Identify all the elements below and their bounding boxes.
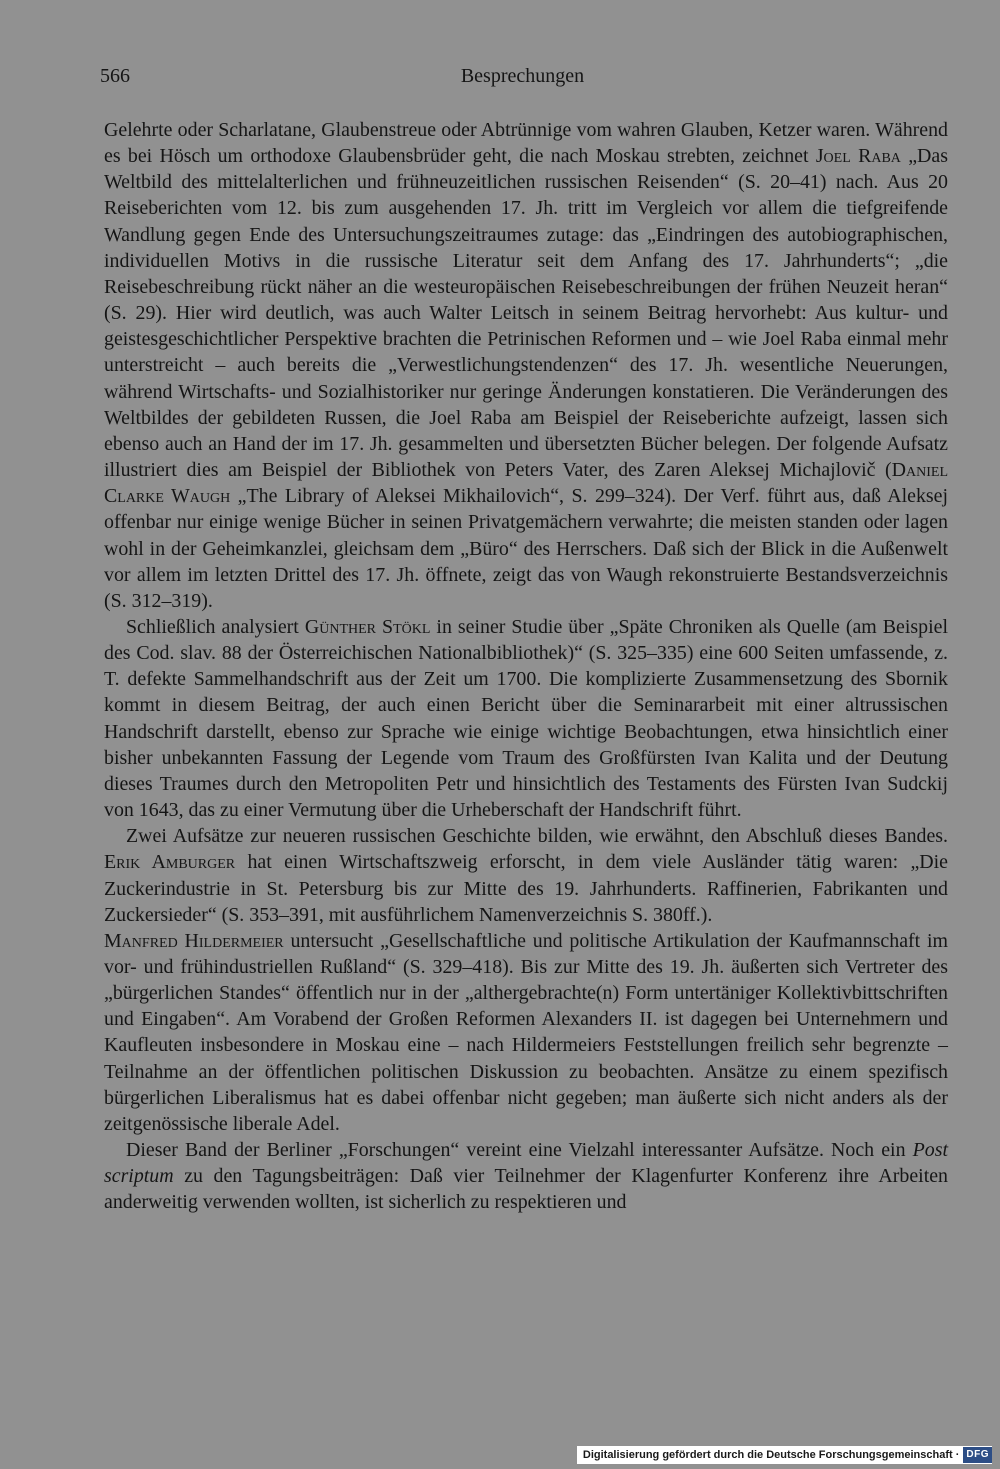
author-name: Joel Raba: [815, 145, 901, 168]
paragraph: [104, 614, 948, 823]
paragraph: [104, 117, 948, 614]
text-run: in seiner Studie über „Späte Chroniken als Quelle (am Beispiel des Cod. slav. 88 der Österreichischen Nationalbibliothek)“ (S. 325–335) eine 600 Seiten umfassende, z. T. defekte Sammelhandschrift aus der Zeit um 1700. Die komplizierte Zusammensetzung des Sbornik kommt in diesem Beitrag, der auch einen Bericht über die Seminararbeit mit einer altrussischen Handschrift darstellt, ebenso zur Sprache wie einige wichtige Beobachtungen, etwa hinsichtlich einer bisher unbekannten Fassung der Legende vom Traum des Großfürsten Ivan Kalita und der Deutung dieses Traumes durch den Metropoliten Petr und hinsichtlich des Testaments des Fürsten Ivan Sudckij von 1643, das zu einer Vermutung über die Urheberschaft der Handschrift führt.: [104, 615, 948, 822]
author-name: Daniel Clarke Waugh: [104, 459, 948, 508]
text-run: Schließlich analysiert: [126, 615, 305, 638]
credit-text: Digitalisierung gefördert durch die Deutsche Forschungsgemeinschaft ·: [582, 1449, 960, 1461]
text-run: „The Library of Aleksei Mikhailovich“, S. 299–324). Der Verf. führt aus, daß Aleksej offenbar nur einige wenige Bücher in seinen Privatgemächern verwahrte; die meisten standen oder lagen wohl in der Geheimkanzlei, gleichsam dem „Büro“ des Herrschers. Daß sich der Blick in die Außenwelt vor allem im letzten Drittel des 17. Jh. öffnete, zeigt das von Waugh rekonstruierte Bestandsverzeichnis (S. 312–319).: [104, 485, 948, 612]
text-run: „Das Weltbild des mittelalterlichen und frühneuzeitlichen russischen Reisenden“ (S. 20–41) nach. Aus 20 Reiseberichten vom 12. bis zum ausgehenden 17. Jh. tritt im Vergleich vor allem die tiefgreifende Wandlung gegen Ende des Untersuchungszeitraumes zutage: das „Eindringen des autobiographischen, individuellen Motivs in die russische Literatur seit dem Anfang des 17. Jahrhunderts“; „die Reisebeschreibung rückt näher an die westeuropäischen Reisebeschreibungen der frühen Neuzeit heran“ (S. 29). Hier wird deutlich, was auch Walter Leitsch in seinem Beitrag hervorhebt: Aus kultur- und geistesgeschichtlicher Perspektive brachten die Petrinischen Reformen und – wie Joel Raba einmal mehr unterstreicht – auch bereits die „Verwestlichungstendenzen“ des 17. Jh. wesentliche Neuerungen, während Wirtschafts- und Sozialhistoriker nur geringe Änderungen konstatieren. Die Veränderungen des Weltbildes der gebildeten Russen, die Joel Raba am Beispiel der Reiseberichte aufzeigt, lassen sich ebenso auch an Hand der im 17. Jh. gesammelten und übersetzten Bücher belegen. Der folgende Aufsatz illustriert dies am Beispiel der Bibliothek von Peters Vater, des Zaren Aleksej Michajlovič (: [104, 145, 948, 482]
dfg-logo-icon: DFG: [963, 1447, 992, 1463]
paragraph: [104, 928, 948, 1137]
italic-text: Post scriptum: [104, 1139, 948, 1188]
paragraph: [104, 1137, 948, 1215]
text-run: Gelehrte oder Scharlatane, Glaubenstreue oder Abtrünnige vom wahren Glauben, Ketzer waren. Während es bei Hösch um orthodoxe Glaubensbrüder geht, die nach Moskau strebten, zeichnet: [104, 119, 948, 168]
text-run: Dieser Band der Berliner „Forschungen“ vereint eine Vielzahl interessanter Aufsätze. Noch ein: [126, 1139, 913, 1162]
running-header: [100, 62, 945, 90]
page-number: 566: [100, 65, 130, 87]
digitization-credit: [577, 1446, 992, 1464]
text-run: hat einen Wirtschaftszweig erforscht, in dem viele Ausländer tätig waren: „Die Zuckerindustrie in St. Petersburg bis zur Mitte des 19. Jahrhunderts. Raffinerien, Fabrikanten und Zuckersieder“ (S. 353–391, mit ausführlichem Namenverzeichnis S. 380ff.).: [104, 851, 948, 926]
body-text: [104, 117, 948, 1216]
author-name: Erik Amburger: [104, 851, 236, 874]
running-title: Besprechungen: [460, 65, 585, 87]
author-name: Günther Stökl: [304, 615, 431, 638]
text-run: untersucht „Gesellschaftliche und politische Artikulation der Kaufmannschaft im vor- und frühindustriellen Rußland“ (S. 329–418). Bis zur Mitte des 19. Jh. äußerten sich Vertreter des „bürgerlichen Standes“ öffentlich nur in der „althergebrachte(n) Form untertäniger Kollektivbittschriften und Eingaben“. Am Vorabend der Großen Reformen Alexanders II. ist dagegen bei Unternehmern und Kaufleuten insbesondere in Moskau eine – nach Hildermeiers Feststellungen freilich sehr begrenzte – Teilnahme an der öffentlichen politischen Diskussion zu beobachten. Ansätze zu einem spezifisch bürgerlichen Liberalismus hat es dabei offenbar nicht gegeben; man äußerte sich nicht anders als der zeitgenössische liberale Adel.: [104, 929, 949, 1135]
paragraph: [104, 823, 948, 928]
author-name: Manfred Hildermeier: [104, 929, 284, 952]
text-run: zu den Tagungsbeiträgen: Daß vier Teilnehmer der Klagenfurter Konferenz ihre Arbeiten anderweitig verwenden wollten, ist sicherlich zu respektieren und: [104, 1165, 948, 1214]
text-run: Zwei Aufsätze zur neueren russischen Geschichte bilden, wie erwähnt, den Abschluß dieses Bandes.: [126, 825, 948, 848]
